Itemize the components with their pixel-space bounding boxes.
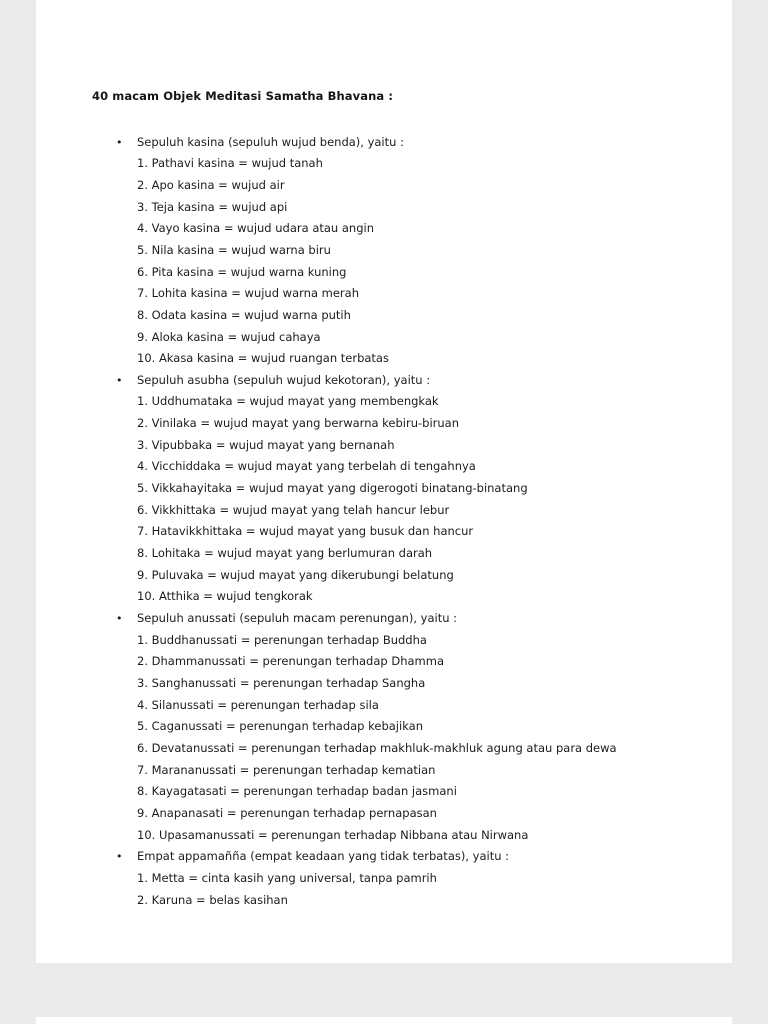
list-item: 6. Pita kasina = wujud warna kuning bbox=[137, 264, 347, 279]
section-heading bbox=[116, 608, 732, 630]
section-heading-text: Empat appamañña (empat keadaan yang tidak terbatas), yaitu : bbox=[137, 849, 510, 864]
list-item: 7. Lohita kasina = wujud warna merah bbox=[137, 286, 359, 301]
list-item: 6. Devatanussati = perenungan terhadap makhluk-makhluk agung atau para dewa bbox=[137, 740, 617, 755]
list-item: 2. Karuna = belas kasihan bbox=[137, 892, 288, 907]
next-page-edge bbox=[36, 1017, 732, 1024]
list-item: 1. Metta = cinta kasih yang universal, tanpa pamrih bbox=[137, 870, 437, 885]
list-item: 10. Upasamanussati = perenungan terhadap Nibbana atau Nirwana bbox=[137, 827, 529, 842]
list-item: 4. Vicchiddaka = wujud mayat yang terbelah di tengahnya bbox=[137, 459, 476, 474]
list-item: 5. Nila kasina = wujud warna biru bbox=[137, 242, 331, 257]
list-item: 9. Puluvaka = wujud mayat yang dikerubungi belatung bbox=[137, 567, 454, 582]
bullet-icon: • bbox=[116, 373, 123, 387]
list-item: 5. Caganussati = perenungan terhadap kebajikan bbox=[137, 719, 423, 734]
list-item: 2. Vinilaka = wujud mayat yang berwarna kebiru-biruan bbox=[137, 416, 460, 431]
list-item: 3. Teja kasina = wujud api bbox=[137, 199, 288, 214]
list-item: 8. Odata kasina = wujud warna putih bbox=[137, 307, 351, 322]
page-title: 40 macam Objek Meditasi Samatha Bhavana : bbox=[92, 89, 394, 103]
list-item: 8. Lohitaka = wujud mayat yang berlumuran darah bbox=[137, 546, 433, 561]
list-item: 1. Pathavi kasina = wujud tanah bbox=[137, 156, 323, 171]
section-heading-text: Sepuluh kasina (sepuluh wujud benda), yaitu : bbox=[137, 134, 404, 149]
list-item: 4. Vayo kasina = wujud udara atau angin bbox=[137, 221, 374, 236]
list-item: 7. Marananussati = perenungan terhadap kematian bbox=[137, 762, 436, 777]
list-item: 2. Dhammanussati = perenungan terhadap Dhamma bbox=[137, 654, 445, 669]
list-item: 7. Hatavikkhittaka = wujud mayat yang busuk dan hancur bbox=[137, 524, 474, 539]
list-item: 6. Vikkhittaka = wujud mayat yang telah hancur lebur bbox=[137, 502, 450, 517]
list-item: 4. Silanussati = perenungan terhadap sila bbox=[137, 697, 379, 712]
list-item: 1. Buddhanussati = perenungan terhadap Buddha bbox=[137, 632, 427, 647]
list-item: 9. Anapanasati = perenungan terhadap pernapasan bbox=[137, 805, 437, 820]
list-item: 9. Aloka kasina = wujud cahaya bbox=[137, 329, 321, 344]
sections bbox=[36, 132, 732, 912]
bullet-icon: • bbox=[116, 135, 123, 149]
list-item: 10. Atthika = wujud tengkorak bbox=[137, 589, 313, 604]
section-heading bbox=[116, 132, 732, 154]
list-item: 5. Vikkahayitaka = wujud mayat yang digerogoti binatang-binatang bbox=[137, 481, 528, 496]
section-heading-text: Sepuluh asubha (sepuluh wujud kekotoran), yaitu : bbox=[137, 372, 431, 387]
list-item: 3. Vipubbaka = wujud mayat yang bernanah bbox=[137, 437, 395, 452]
list-item: 1. Uddhumataka = wujud mayat yang membengkak bbox=[137, 394, 439, 409]
section-heading bbox=[116, 846, 732, 868]
bullet-icon: • bbox=[116, 850, 123, 864]
list-item: 3. Sanghanussati = perenungan terhadap Sangha bbox=[137, 676, 426, 690]
section-heading bbox=[116, 370, 732, 392]
document-page bbox=[36, 0, 732, 963]
section-heading-text: Sepuluh anussati (sepuluh macam perenungan), yaitu : bbox=[137, 611, 458, 626]
bullet-icon: • bbox=[116, 612, 123, 626]
list-item: 10. Akasa kasina = wujud ruangan terbatas bbox=[137, 351, 389, 366]
list-item: 8. Kayagatasati = perenungan terhadap badan jasmani bbox=[137, 784, 457, 799]
list-item: 2. Apo kasina = wujud air bbox=[137, 177, 285, 192]
